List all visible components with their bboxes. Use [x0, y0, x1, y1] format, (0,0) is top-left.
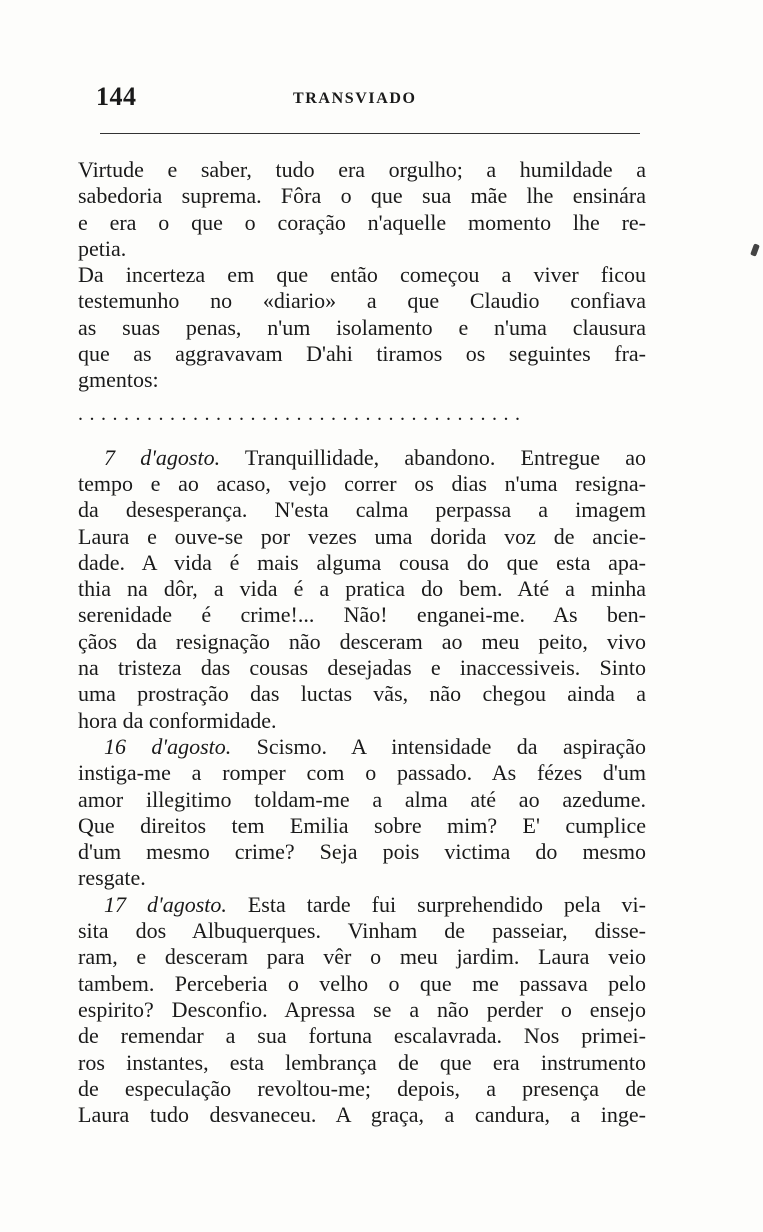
text-line: da desesperança. N'esta calma perpassa a imagem [78, 497, 646, 523]
entry-date: 7 d'agosto. [104, 444, 221, 470]
text-line: Que direitos tem Emilia sobre mim? E' cumplice [78, 812, 646, 838]
page-number: 144 [96, 82, 137, 111]
text-line: Laura tudo desvaneceu. A graça, a candura, a inge- [78, 1102, 646, 1128]
text-line: tambem. Perceberia o velho o que me passava pelo [78, 970, 646, 996]
text-line: instiga-me a romper com o passado. As fézes d'um [78, 760, 646, 786]
text-line: hora da conformidade. [78, 707, 277, 733]
text-span: Scismo. A intensidade da aspiração [256, 733, 646, 759]
text-line: gmentos: [78, 367, 159, 393]
text-line: sabedoria suprema. Fôra o que sua mãe lhe ensinára [78, 183, 646, 209]
text-line: dade. A vida é mais alguma cousa do que esta apa- [78, 549, 646, 575]
diary-entry-first-line [78, 734, 646, 760]
running-title: TRANSVIADO [293, 90, 417, 107]
text-line: resgate. [78, 865, 146, 891]
text-line: e era o que o coração n'aquelle momento lhe re- [78, 209, 646, 235]
ink-mark [750, 243, 760, 256]
entry-date: 16 d'agosto. [104, 733, 232, 759]
page-header [96, 82, 656, 116]
text-line: ros instantes, esta lembrança de que era instrumento [78, 1049, 646, 1075]
text-line: sita dos Albuquerques. Vinham de passeiar, disse- [78, 918, 646, 944]
text-line: serenidade é crime!... Não! enganei-me. As ben- [78, 602, 646, 628]
text-line: uma prostração das luctas vãs, não chegou ainda a [78, 681, 646, 707]
text-line: testemunho no «diario» a que Claudio confiava [78, 288, 646, 314]
text-line: Da incerteza em que então começou a viver ficou [78, 262, 646, 288]
text-line: Laura e ouve-se por vezes uma dorida voz de ancie- [78, 523, 646, 549]
text-line: d'um mesmo crime? Seja pois victima do mesmo [78, 839, 646, 865]
entry-date: 17 d'agosto. [104, 891, 227, 917]
ellipsis-divider: ....................................... [78, 402, 527, 425]
text-line: petia. [78, 235, 127, 261]
body-text [78, 157, 646, 1128]
diary-entry-first-line [78, 892, 646, 918]
text-line: tempo e ao acaso, vejo correr os dias n'uma resigna- [78, 470, 646, 496]
text-line: na tristeza das cousas desejadas e inaccessiveis. Sinto [78, 655, 646, 681]
text-line: de remendar a sua fortuna escalavrada. Nos primei- [78, 1023, 646, 1049]
text-line: Virtude e saber, tudo era orgulho; a humildade a [78, 157, 646, 182]
text-line: çãos da resignação não desceram ao meu peito, vivo [78, 628, 646, 654]
header-rule [100, 133, 640, 134]
text-line: ram, e desceram para vêr o meu jardim. Laura veio [78, 944, 646, 970]
text-line: as suas penas, n'um isolamento e n'uma clausura [78, 314, 646, 340]
text-line: espirito? Desconfio. Apressa se a não perder o ensejo [78, 996, 646, 1022]
text-line: thia na dôr, a vida é a pratica do bem. Até a minha [78, 576, 646, 602]
diary-entry-first-line [78, 445, 646, 471]
text-line: de especulação revoltou-me; depois, a presença de [78, 1075, 646, 1101]
text-line: que as aggravavam D'ahi tiramos os seguintes fra- [78, 341, 646, 367]
text-span: Esta tarde fui surprehendido pela vi- [247, 891, 646, 917]
text-span: Tranquillidade, abandono. Entregue ao [244, 444, 646, 470]
text-line: amor illegitimo toldam-me a alma até ao azedume. [78, 786, 646, 812]
